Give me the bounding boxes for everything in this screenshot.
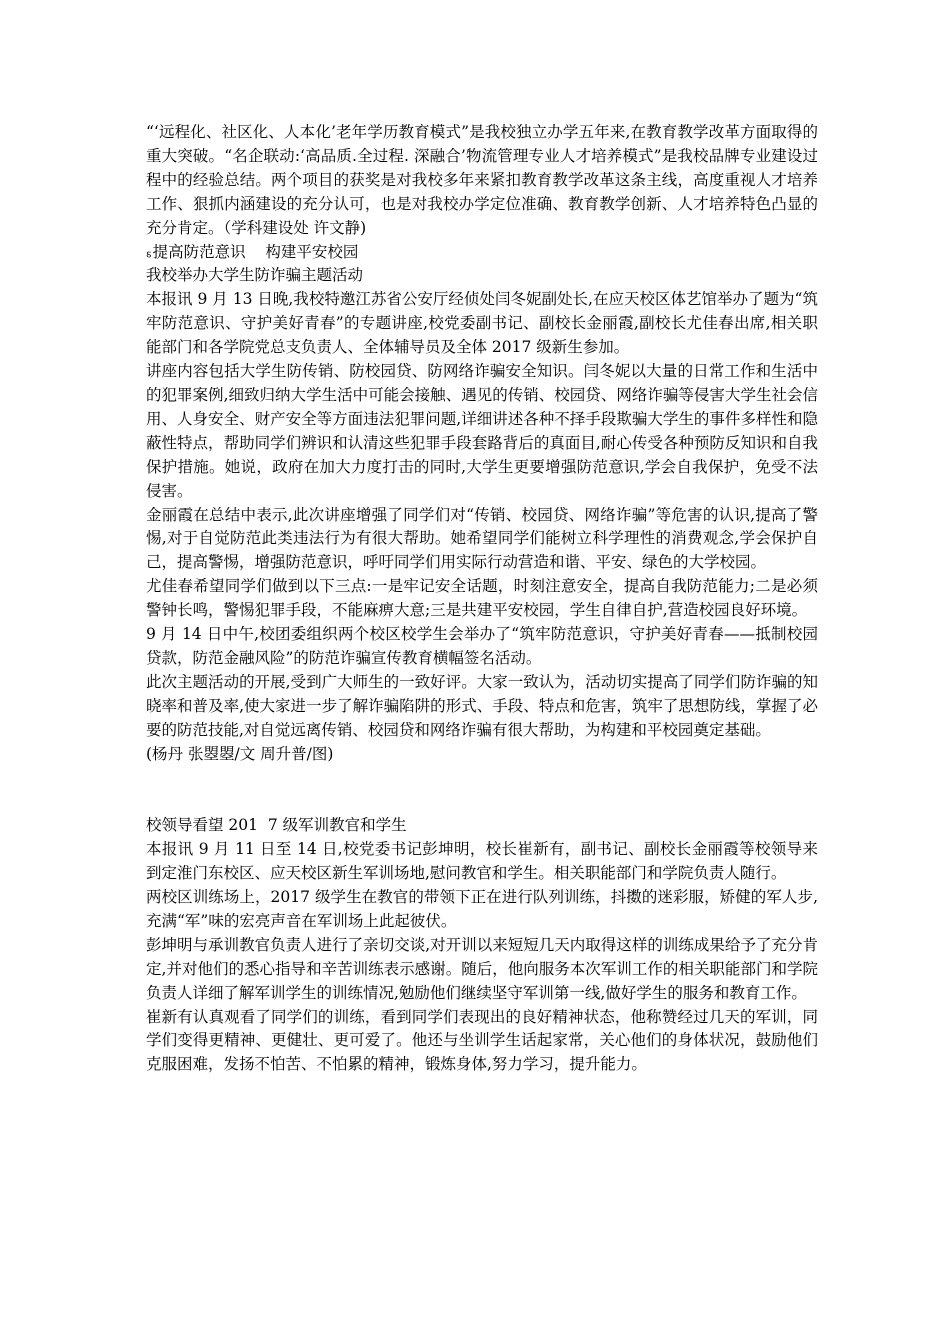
body-paragraph: 本报讯 9 月 13 日晚,我校特邀江苏省公安厅经侦处闫冬妮副处长,在应天校区体艺馆举办了题为“筑牢防范意识、守护美好青春”的专题讲座,校党委副书记、副校长金丽霞,副校长尤佳春出席,相关职能部门和各学院党总支负责人、全体辅导员及全体 2017 级新生参加。 xyxy=(146,290,818,357)
section-spacer xyxy=(146,766,818,814)
body-paragraph: 两校区训练场上，2017 级学生在教官的带领下正在进行队列训练，抖擞的迷彩服，矫健的军人步,充满“军”味的宏亮声音在军训场上此起彼伏。 xyxy=(146,887,818,930)
body-paragraph: 尤佳春希望同学们做到以下三点:一是牢记安全话题，时刻注意安全，提高自我防范能力;二是必须警钟长鸣，警惕犯罪手段，不能麻痹大意;三是共建平安校园，学生自律自护,营造校园良好环境。 xyxy=(146,577,818,620)
body-paragraph: 讲座内容包括大学生防传销、防校园贷、防网络诈骗安全知识。闫冬妮以大量的日常工作和生活中的犯罪案例,细致归纳大学生活中可能会接触、遇见的传销、校园贷、网络诈骗等侵害大学生社会信用、人身安全、财产安全等方面违法犯罪问题,详细讲述各种不择手段欺骗大学生的事件多样性和隐蔽性特点，帮助同学们辨识和认清这些犯罪手段套路背后的真面目,耐心传受各种预防反知识和自我保护措施。她说，政府在加大力度打击的同时,大学生更要增强防范意识,学会自我保护，免受不法侵害。 xyxy=(146,362,818,500)
body-paragraph: 崔新有认真观看了同学们的训练，看到同学们表现出的良好精神状态，他称赞经过几天的军训，同学们变得更精神、更健壮、更可爱了。他还与坐训学生话起家常，关心他们的身体状况，鼓励他们克服困难，发扬不怕苦、不怕累的精神，锻炼身体,努力学习，提升能力。 xyxy=(146,1007,818,1074)
article-subheadline: 我校举办大学生防诈骗主题活动 xyxy=(146,266,364,285)
body-paragraph: 此次主题活动的开展,受到广大师生的一致好评。大家一致认为，活动切实提高了同学们防诈骗的知晓率和普及率,使大家进一步了解诈骗陷阱的形式、手段、特点和危害，筑牢了思想防线，掌握了必要的防范技能,对自觉远离传销、校园贷和网络诈骗有很大帮助，为构建和平校园奠定基础。 xyxy=(146,672,818,739)
body-paragraph: 金丽霞在总结中表示,此次讲座增强了同学们对“传销、校园贷、网络诈骗”等危害的认识,提高了警惕,对于自觉防范此类违法行为有很大帮助。她希望同学们能树立科学理性的消费观念,学会保护自己，提高警惕，增强防范意识，呼吁同学们用实际行动营造和谐、平安、绿色的大学校园。 xyxy=(146,505,818,572)
body-paragraph: 彭坤明与承训教官负责人进行了亲切交谈,对开训以来短短几天内取得这样的训练成果给予了充分肯定,并对他们的悉心指导和辛苦训练表示感谢。随后，他向服务本次军训工作的相关职能部门和学院负责人详细了解军训学生的训练情况,勉励他们继续坚守军训第一线,做好学生的服务和教育工作。 xyxy=(146,935,818,1002)
article-byline: (杨丹 张曌曌/文 周升普/图) xyxy=(146,744,334,763)
body-paragraph: 本报讯 9 月 11 日至 14 日,校党委书记彭坤明，校长崔新有，副书记、副校长金丽霞等校领导来到定淮门东校区、应天校区新生军训场地,慰问教官和学生。相关职能部门和学院负责人随行。 xyxy=(146,840,818,883)
document-page xyxy=(146,121,818,1077)
body-paragraph: 9 月 14 日中午,校团委组织两个校区校学生会举办了“筑牢防范意识，守护美好青春——抵制校园贷款，防范金融风险”的防范诈骗宣传教育横幅签名活动。 xyxy=(146,625,818,667)
article-headline-campus-safety xyxy=(146,241,818,265)
anchor-icon: ⸹ xyxy=(146,249,152,263)
headline-text: 提高防范意识 构建平安校园 xyxy=(152,242,359,261)
award-summary-paragraph: “‘远程化、社区化、人本化’老年学历教育模式”是我校独立办学五年来,在教育教学改革方面取得的重大突破。“名企联动:‘高品质.全过程. 深融合’物流管理专业人才培养模式”是我校品牌专业建设过程中的经验总结。两个项目的获奖是对我校多年来紧扣教育教学改革这条主线，高度重视人才培养工作、狠抓内涵建设的充分认可，也是对我校办学定位准确、教育教学创新、人才培养特色凸显的充分肯定。（学科建设处 许文静) xyxy=(146,123,818,237)
article-headline-military-training: 校领导看望 201 7 级军训教官和学生 xyxy=(146,816,407,835)
